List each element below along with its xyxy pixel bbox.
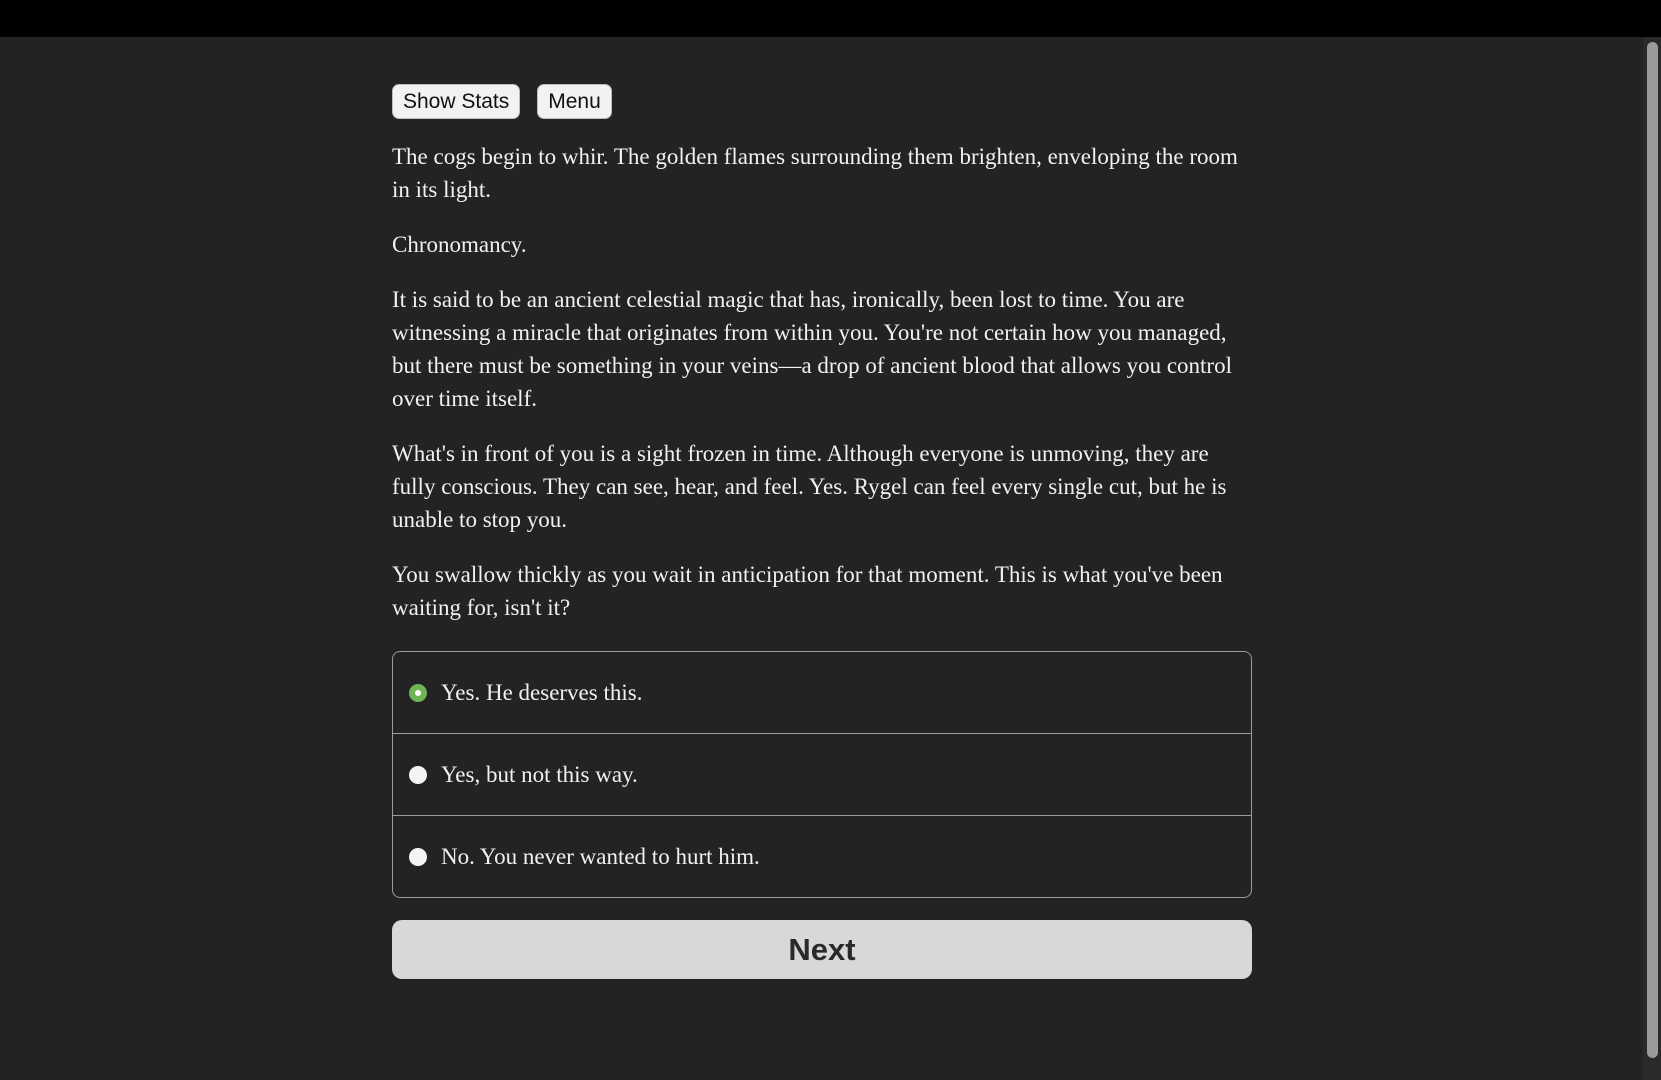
choice-label: Yes, but not this way. bbox=[441, 761, 638, 787]
show-stats-button[interactable]: Show Stats bbox=[392, 84, 520, 119]
scrollbar-thumb[interactable] bbox=[1647, 42, 1658, 1058]
toolbar bbox=[392, 84, 1252, 119]
radio-button[interactable] bbox=[409, 684, 427, 702]
story-paragraph: It is said to be an ancient celestial magic that has, ironically, been lost to time. You are witnessing a miracle that originates from within you. You're not certain how you managed, but there must be something in your veins—a drop of ancient blood that allows you control over time itself. bbox=[392, 287, 1232, 411]
choice-option[interactable] bbox=[393, 816, 1251, 897]
radio-button[interactable] bbox=[409, 848, 427, 866]
choice-list bbox=[392, 651, 1252, 898]
browser-top-bar bbox=[0, 0, 1661, 37]
game-panel bbox=[392, 84, 1252, 979]
story-paragraph: The cogs begin to whir. The golden flames surrounding them brighten, enveloping the room in its light. bbox=[392, 144, 1238, 202]
choice-label: Yes. He deserves this. bbox=[441, 679, 643, 705]
next-button[interactable]: Next bbox=[392, 920, 1252, 979]
radio-button[interactable] bbox=[409, 766, 427, 784]
story-paragraph: You swallow thickly as you wait in anticipation for that moment. This is what you've been waiting for, isn't it? bbox=[392, 562, 1223, 620]
menu-button[interactable]: Menu bbox=[537, 84, 612, 119]
choice-option[interactable] bbox=[393, 652, 1251, 734]
story-text bbox=[392, 140, 1252, 624]
story-paragraph: What's in front of you is a sight frozen in time. Although everyone is unmoving, they are fully conscious. They can see, hear, and feel. Yes. Rygel can feel every single cut, but he is unable to stop you. bbox=[392, 441, 1227, 532]
choice-label: No. You never wanted to hurt him. bbox=[441, 843, 760, 869]
choice-option[interactable] bbox=[393, 734, 1251, 816]
story-paragraph: Chronomancy. bbox=[392, 232, 527, 257]
